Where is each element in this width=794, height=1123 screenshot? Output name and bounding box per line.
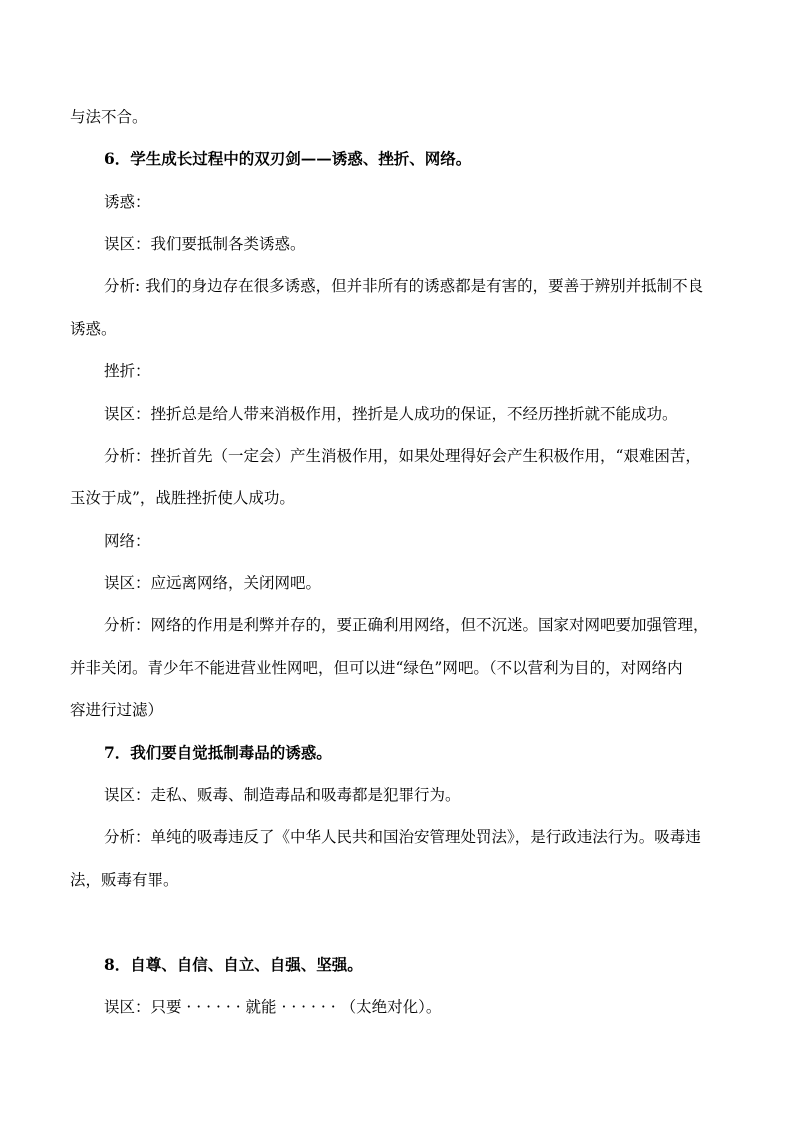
misconception-drugs: 误区：走私、贩毒、制造毒品和吸毒都是犯罪行为。 [104,786,461,804]
misconception-setback: 误区：挫折总是给人带来消极作用，挫折是人成功的保证，不经历挫折就不能成功。 [104,405,678,423]
analysis-drugs-line1: 分析：单纯的吸毒违反了《中华人民共和国治安管理处罚法》，是行政违法行为。吸毒违 [104,828,701,846]
analysis-network-line2: 并非关闭。青少年不能进营业性网吧，但可以进“绿色”网吧。（不以营利为目的，对网络内 [70,659,683,677]
section-heading-7: 7．我们要自觉抵制毒品的诱惑。 [104,743,332,762]
analysis-temptation-line2: 诱惑。 [70,320,117,338]
analysis-drugs-line2: 法，贩毒有罪。 [70,871,179,889]
analysis-network-line3: 容进行过滤） [70,701,164,719]
analysis-temptation-line1: 分析: 我们的身边存在很多诱惑，但并非所有的诱惑都是有害的，要善于辨别并抵制不良 [104,277,704,295]
analysis-setback-line1: 分析：挫折首先（一定会）产生消极作用，如果处理得好会产生积极作用，“艰难困苦， [104,447,701,465]
subheading-network: 网络： [104,532,151,550]
misconception-network: 误区：应远离网络，关闭网吧。 [104,574,322,592]
subheading-setback: 挫折： [104,362,151,380]
analysis-setback-line2: 玉汝于成”，战胜挫折使人成功。 [70,489,295,507]
section-heading-8: 8．自尊、自信、自立、自强、坚强。 [104,955,363,974]
misconception-temptation: 误区：我们要抵制各类诱惑。 [104,235,306,253]
section-heading-6: 6．学生成长过程中的双刃剑——诱惑、挫折、网络。 [104,149,472,168]
paragraph-continuation: 与法不合。 [70,108,148,126]
misconception-self: 误区：只要 · · · · · · 就能 · · · · · · （太绝对化）。 [104,998,442,1016]
analysis-network-line1: 分析：网络的作用是利弊并存的，要正确利用网络，但不沉迷。国家对网吧要加强管理， [104,616,709,634]
subheading-temptation: 诱惑： [104,193,151,211]
